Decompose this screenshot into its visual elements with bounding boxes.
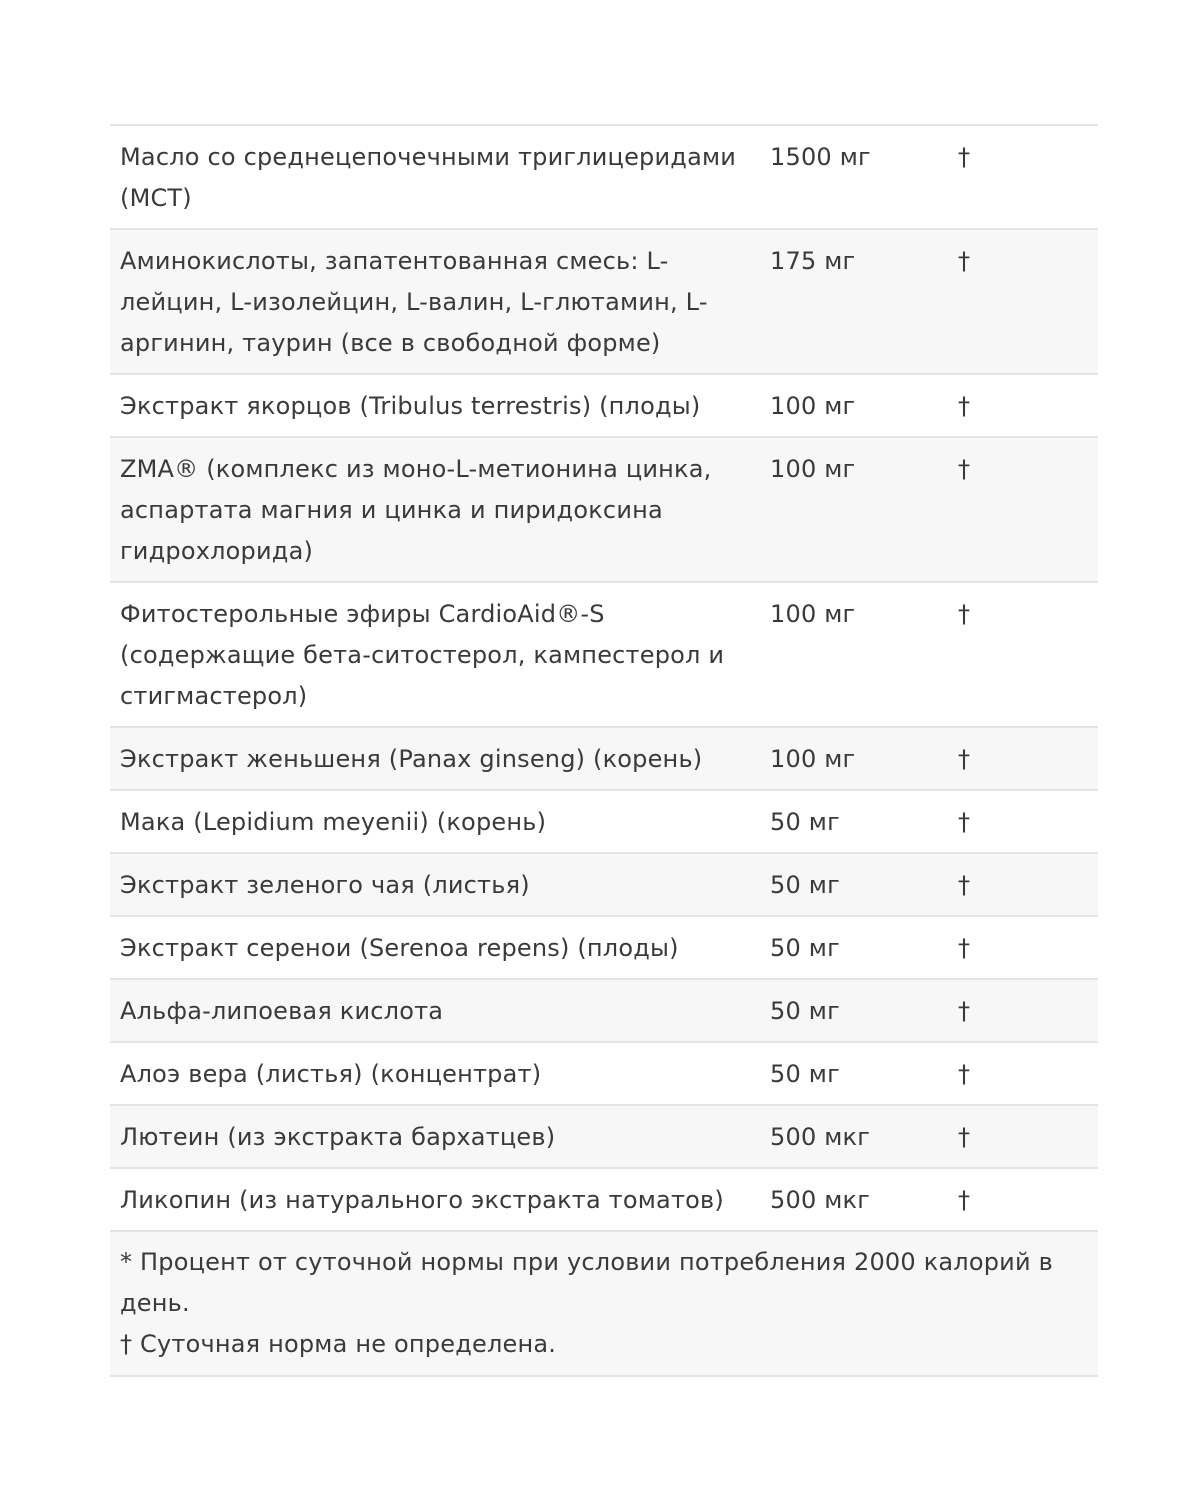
ingredient-name: Лютеин (из экстракта бархатцев) <box>110 1105 760 1168</box>
ingredient-amount: 500 мкг <box>760 1105 948 1168</box>
table-row <box>110 853 1098 916</box>
ingredient-name: Алоэ вера (листья) (концентрат) <box>110 1042 760 1105</box>
ingredient-name: Масло со среднецепочечными триглицеридами (MCT) <box>110 125 760 229</box>
ingredient-name: Экстракт зеленого чая (листья) <box>110 853 760 916</box>
daily-value-dagger: † <box>948 790 1098 853</box>
ingredient-name: Альфа-липоевая кислота <box>110 979 760 1042</box>
daily-value-dagger: † <box>948 916 1098 979</box>
table-row <box>110 125 1098 229</box>
table-row <box>110 727 1098 790</box>
table-row <box>110 790 1098 853</box>
ingredient-name: Аминокислоты, запатентованная смесь: L-лейцин, L-изолейцин, L-валин, L-глютамин, L-аргинин, таурин (все в свободной форме) <box>110 229 760 374</box>
daily-value-dagger: † <box>948 437 1098 582</box>
table-row <box>110 1168 1098 1231</box>
table-row <box>110 582 1098 727</box>
ingredient-amount: 500 мкг <box>760 1168 948 1231</box>
ingredient-name: Экстракт женьшеня (Panax ginseng) (корень) <box>110 727 760 790</box>
daily-value-dagger: † <box>948 853 1098 916</box>
daily-value-dagger: † <box>948 1042 1098 1105</box>
ingredient-name: Экстракт якорцов (Tribulus terrestris) (плоды) <box>110 374 760 437</box>
daily-value-dagger: † <box>948 727 1098 790</box>
ingredient-amount: 50 мг <box>760 853 948 916</box>
table-row <box>110 229 1098 374</box>
table-row <box>110 979 1098 1042</box>
ingredient-amount: 100 мг <box>760 582 948 727</box>
ingredient-name: Ликопин (из натурального экстракта томатов) <box>110 1168 760 1231</box>
supplement-facts-table <box>110 124 1098 1377</box>
ingredient-amount: 1500 мг <box>760 125 948 229</box>
footnotes <box>110 1231 1098 1376</box>
ingredient-amount: 50 мг <box>760 979 948 1042</box>
daily-value-dagger: † <box>948 1105 1098 1168</box>
table-row <box>110 1105 1098 1168</box>
daily-value-dagger: † <box>948 1168 1098 1231</box>
daily-value-dagger: † <box>948 229 1098 374</box>
daily-value-dagger: † <box>948 979 1098 1042</box>
daily-value-footnote: * Процент от суточной нормы при условии потребления 2000 калорий в день. <box>120 1248 1053 1317</box>
ingredient-amount: 175 мг <box>760 229 948 374</box>
daily-value-dagger: † <box>948 125 1098 229</box>
not-established-footnote: † Суточная норма не определена. <box>120 1330 557 1358</box>
ingredient-amount: 100 мг <box>760 374 948 437</box>
ingredient-amount: 50 мг <box>760 790 948 853</box>
ingredient-amount: 100 мг <box>760 437 948 582</box>
supplement-facts-table-wrapper <box>110 124 1098 1377</box>
footnote-row <box>110 1231 1098 1376</box>
table-row <box>110 437 1098 582</box>
table-row <box>110 916 1098 979</box>
daily-value-dagger: † <box>948 374 1098 437</box>
ingredient-amount: 50 мг <box>760 1042 948 1105</box>
ingredient-amount: 50 мг <box>760 916 948 979</box>
ingredient-name: Мака (Lepidium meyenii) (корень) <box>110 790 760 853</box>
ingredient-name: ZMA® (комплекс из моно-L-метионина цинка, аспартата магния и цинка и пиридоксина гидрохлорида) <box>110 437 760 582</box>
table-row <box>110 374 1098 437</box>
daily-value-dagger: † <box>948 582 1098 727</box>
ingredient-name: Фитостерольные эфиры CardioAid®-S (содержащие бета-ситостерол, кампестерол и стигмастерол) <box>110 582 760 727</box>
table-row <box>110 1042 1098 1105</box>
ingredient-name: Экстракт серенои (Serenoa repens) (плоды) <box>110 916 760 979</box>
ingredient-amount: 100 мг <box>760 727 948 790</box>
